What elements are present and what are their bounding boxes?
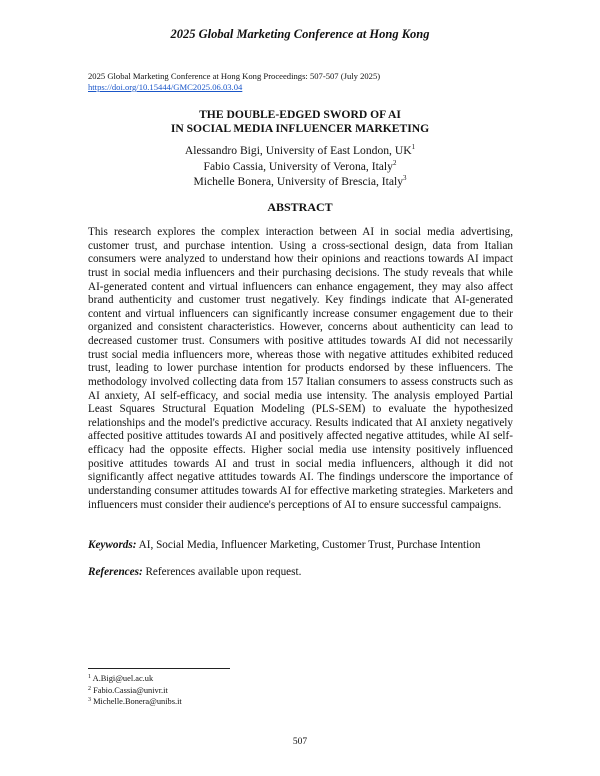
keywords-text: AI, Social Media, Influencer Marketing, Customer Trust, Purchase Intention	[138, 539, 481, 551]
page-number: 507	[292, 737, 308, 747]
paper-title-line-2: IN SOCIAL MEDIA INFLUENCER MARKETING	[170, 122, 430, 135]
footnote-3	[88, 696, 182, 708]
footnote-3-email: Michelle.Bonera@unibs.it	[93, 697, 182, 707]
abstract-heading: ABSTRACT	[267, 200, 333, 214]
footnote-2-email: Fabio.Cassia@univr.it	[93, 685, 168, 695]
author-2-footnote-mark: 2	[392, 158, 397, 167]
footnote-1	[88, 673, 182, 685]
references-text: References available upon request.	[145, 566, 302, 578]
author-2	[0, 159, 600, 175]
author-1-name: Alessandro Bigi, University of East London, UK	[184, 144, 412, 157]
paper-title-line-1: THE DOUBLE-EDGED SWORD OF AI	[199, 108, 401, 121]
author-1	[0, 143, 600, 159]
footnote-2	[88, 685, 182, 697]
keywords	[88, 539, 518, 551]
footnote-divider	[88, 668, 230, 669]
author-2-name: Fabio Cassia, University of Verona, Italy	[203, 159, 393, 173]
proceedings-citation: 2025 Global Marketing Conference at Hong Kong Proceedings: 507-507 (July 2025)	[88, 71, 381, 81]
footnote-2-mark: 2	[88, 685, 91, 692]
doi-link[interactable]: https://doi.org/10.15444/GMC2025.06.03.04	[88, 82, 243, 92]
running-title: 2025 Global Marketing Conference at Hong Kong	[170, 27, 430, 41]
paper-title	[0, 108, 600, 136]
abstract-body: This research explores the complex interaction between AI in social media advertising, customer trust, and purchase intention. Using a cross-sectional design, data from Italian consumers were analyzed to understand how their opinions and reactions towards AI impact trust in social media influencers and their purchasing decisions. The study reveals that while AI-generated content and virtual influencers can enhance engagement, they may also affect brand authenticity and customer trust negatively. Key findings indicate that AI-generated content and virtual influencers can significantly increase consumer engagement due to their organized and consistent characteristics. However, concerns about authenticity can lead to decreased customer trust. Consumers with positive attitudes towards AI did not necessarily trust social media influencers more, whereas those with negative attitudes exhibited reduced trust, leading to lower purchase intention for products endorsed by these influencers. The methodology involved collecting data from 157 Italian consumers to assess constructs such as AI anxiety, AI self-efficacy, and social media use intensity. The analysis employed Partial Least Squares Structural Equation Modeling (PLS-SEM) to evaluate the hypothesized relationships and the model's predictive accuracy. Results indicated that AI anxiety negatively affected positive attitudes towards AI and positively affected negative attitudes, while AI self-efficacy had the opposite effects. Higher social media use intensity positively influenced positive attitudes towards AI and trust in social media influencers, although it did not significantly affect negative attitudes towards AI. The findings underscore the importance of understanding consumer attitudes towards AI for effective marketing strategies. Marketers and influencers must consider their audience's perceptions of AI to ensure successful campaigns.	[88, 226, 513, 511]
footnotes	[88, 673, 182, 708]
proceedings-info	[88, 71, 380, 93]
author-3-name: Michelle Bonera, University of Brescia, Italy	[193, 175, 404, 188]
references	[88, 566, 518, 578]
footnote-1-mark: 1	[88, 674, 91, 680]
author-3	[0, 174, 600, 190]
footnote-1-email: A.Bigi@uel.ac.uk	[92, 674, 154, 683]
author-3-footnote-mark: 3	[403, 174, 407, 182]
author-list	[0, 143, 600, 190]
author-1-footnote-mark: 1	[411, 143, 416, 151]
keywords-label: Keywords:	[88, 539, 137, 551]
references-label: References:	[88, 566, 143, 578]
footnote-3-mark: 3	[88, 697, 91, 704]
